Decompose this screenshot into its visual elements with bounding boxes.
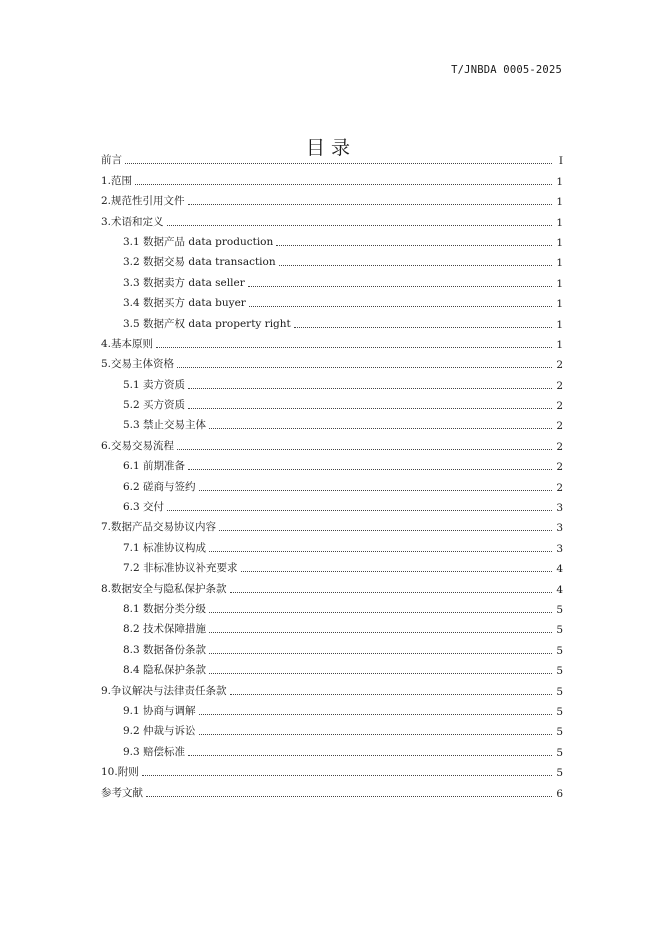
dot-leader bbox=[199, 490, 552, 491]
toc-entry[interactable] bbox=[101, 575, 563, 595]
toc-entry[interactable] bbox=[101, 636, 563, 656]
toc-entry[interactable] bbox=[101, 718, 563, 738]
dot-leader bbox=[230, 592, 552, 593]
toc-entry-page-number: 1 bbox=[556, 298, 563, 311]
toc-entry[interactable] bbox=[101, 351, 563, 371]
toc-entry-page-number: 5 bbox=[556, 746, 563, 759]
toc-entry-page-number: 1 bbox=[556, 277, 563, 290]
dot-leader bbox=[219, 530, 552, 531]
toc-entry-label: 1.范围 bbox=[101, 174, 133, 187]
toc-entry[interactable] bbox=[101, 657, 563, 677]
toc-entry-label: 9.1 协商与调解 bbox=[123, 704, 196, 717]
dot-leader bbox=[279, 265, 552, 266]
toc-entry-label: 6.3 交付 bbox=[123, 501, 165, 514]
toc-entry-page-number: 3 bbox=[556, 502, 563, 515]
dot-leader bbox=[209, 428, 552, 429]
toc-entry-page-number: 2 bbox=[556, 440, 563, 453]
toc-entry[interactable] bbox=[101, 412, 563, 432]
toc-entry-page-number: 5 bbox=[556, 685, 563, 698]
toc-entry-page-number: 5 bbox=[556, 726, 563, 739]
toc-entry[interactable] bbox=[101, 779, 563, 799]
toc-entry[interactable] bbox=[101, 677, 563, 697]
toc-entry-label: 8.数据安全与隐私保护条款 bbox=[101, 582, 227, 595]
toc-entry-page-number: 6 bbox=[556, 787, 563, 800]
dot-leader bbox=[167, 225, 552, 226]
toc-entry-label: 5.2 买方资质 bbox=[123, 399, 186, 412]
toc-entry-label: 8.1 数据分类分级 bbox=[123, 602, 207, 615]
dot-leader bbox=[209, 632, 552, 633]
toc-entry-page-number: 2 bbox=[556, 420, 563, 433]
toc-entry[interactable] bbox=[101, 514, 563, 534]
toc-entry-label: 3.术语和定义 bbox=[101, 215, 164, 228]
toc-entry-label: 8.4 隐私保护条款 bbox=[123, 664, 207, 677]
toc-entry-label: 10.附则 bbox=[101, 766, 139, 779]
toc-entry-label: 前言 bbox=[101, 154, 122, 167]
toc-entry[interactable] bbox=[101, 331, 563, 351]
toc-entry-label: 3.3 数据卖方 data seller bbox=[123, 276, 245, 289]
toc-entry-page-number: 1 bbox=[556, 338, 563, 351]
toc-entry-page-number: 1 bbox=[556, 236, 563, 249]
toc-entry-label: 6.1 前期准备 bbox=[123, 460, 186, 473]
toc-entry-page-number: 4 bbox=[556, 563, 563, 576]
dot-leader bbox=[241, 571, 552, 572]
toc-entry-page-number: 3 bbox=[556, 542, 563, 555]
toc-entry[interactable] bbox=[101, 188, 563, 208]
toc-entry-page-number: 2 bbox=[556, 379, 563, 392]
toc-entry-label: 3.5 数据产权 data property right bbox=[123, 317, 291, 330]
toc-entry-label: 7.数据产品交易协议内容 bbox=[101, 521, 217, 534]
toc-entry[interactable] bbox=[101, 698, 563, 718]
toc-entry-label: 5.交易主体资格 bbox=[101, 358, 175, 371]
dot-leader bbox=[188, 388, 552, 389]
toc-entry-page-number: 1 bbox=[556, 216, 563, 229]
dot-leader bbox=[276, 245, 552, 246]
toc-entry-label: 4.基本原则 bbox=[101, 337, 154, 350]
table-of-contents bbox=[101, 147, 563, 800]
toc-entry-page-number: 1 bbox=[556, 257, 563, 270]
toc-entry[interactable] bbox=[101, 310, 563, 330]
dot-leader bbox=[209, 653, 552, 654]
toc-entry-page-number: 5 bbox=[556, 665, 563, 678]
dot-leader bbox=[167, 510, 552, 511]
toc-entry[interactable] bbox=[101, 229, 563, 249]
toc-entry[interactable] bbox=[101, 453, 563, 473]
toc-entry-label: 3.2 数据交易 data transaction bbox=[123, 256, 276, 269]
toc-entry-label: 9.2 仲裁与诉讼 bbox=[123, 725, 196, 738]
dot-leader bbox=[199, 714, 552, 715]
toc-entry[interactable] bbox=[101, 473, 563, 493]
toc-entry[interactable] bbox=[101, 555, 563, 575]
toc-entry-label: 6.交易交易流程 bbox=[101, 439, 175, 452]
dot-leader bbox=[209, 612, 552, 613]
dot-leader bbox=[249, 306, 552, 307]
dot-leader bbox=[209, 673, 552, 674]
toc-entry-label: 3.4 数据买方 data buyer bbox=[123, 297, 246, 310]
toc-entry[interactable] bbox=[101, 494, 563, 514]
toc-entry[interactable] bbox=[101, 759, 563, 779]
toc-entry-page-number: 5 bbox=[556, 705, 563, 718]
dot-leader bbox=[248, 286, 552, 287]
toc-entry-label: 9.争议解决与法律责任条款 bbox=[101, 684, 227, 697]
toc-entry-page-number: 4 bbox=[556, 583, 563, 596]
toc-entry-page-number: 2 bbox=[556, 481, 563, 494]
toc-entry[interactable] bbox=[101, 596, 563, 616]
toc-entry[interactable] bbox=[101, 392, 563, 412]
toc-entry[interactable] bbox=[101, 432, 563, 452]
toc-entry[interactable] bbox=[101, 269, 563, 289]
toc-entry[interactable] bbox=[101, 738, 563, 758]
document-code: T/JNBDA 0005-2025 bbox=[451, 64, 562, 76]
toc-entry[interactable] bbox=[101, 208, 563, 228]
page-title: 目录 bbox=[305, 136, 356, 159]
toc-entry-label: 5.1 卖方资质 bbox=[123, 378, 186, 391]
toc-entry[interactable] bbox=[101, 616, 563, 636]
toc-entry[interactable] bbox=[101, 371, 563, 391]
toc-entry-page-number: 5 bbox=[556, 603, 563, 616]
toc-entry-label: 9.3 赔偿标准 bbox=[123, 745, 186, 758]
toc-entry-page-number: 1 bbox=[556, 318, 563, 331]
toc-entry-label: 3.1 数据产品 data production bbox=[123, 235, 274, 248]
toc-entry-page-number: 2 bbox=[556, 461, 563, 474]
toc-entry-page-number: 2 bbox=[556, 400, 563, 413]
dot-leader bbox=[199, 734, 552, 735]
toc-entry[interactable] bbox=[101, 534, 563, 554]
dot-leader bbox=[125, 163, 552, 164]
dot-leader bbox=[188, 469, 552, 470]
dot-leader bbox=[177, 449, 552, 450]
toc-entry[interactable] bbox=[101, 167, 563, 187]
toc-entry-page-number: 5 bbox=[556, 767, 563, 780]
toc-entry-label: 8.2 技术保障措施 bbox=[123, 623, 207, 636]
dot-leader bbox=[209, 551, 552, 552]
dot-leader bbox=[188, 204, 552, 205]
dot-leader bbox=[188, 408, 552, 409]
toc-entry[interactable] bbox=[101, 147, 563, 167]
dot-leader bbox=[294, 327, 552, 328]
toc-entry-page-number: 1 bbox=[556, 196, 563, 209]
toc-entry-label: 5.3 禁止交易主体 bbox=[123, 419, 207, 432]
toc-entry-label: 7.1 标准协议构成 bbox=[123, 541, 207, 554]
toc-entry-label: 参考文献 bbox=[101, 786, 143, 799]
dot-leader bbox=[177, 367, 552, 368]
dot-leader bbox=[230, 694, 552, 695]
dot-leader bbox=[188, 755, 552, 756]
toc-entry-label: 7.2 非标准协议补充要求 bbox=[123, 562, 238, 575]
toc-entry[interactable] bbox=[101, 290, 563, 310]
dot-leader bbox=[142, 775, 552, 776]
toc-entry-page-number: 1 bbox=[556, 175, 563, 188]
dot-leader bbox=[135, 184, 552, 185]
toc-entry[interactable] bbox=[101, 249, 563, 269]
toc-entry-page-number: 5 bbox=[556, 624, 563, 637]
toc-entry-page-number: 2 bbox=[556, 359, 563, 372]
toc-entry-label: 8.3 数据备份条款 bbox=[123, 643, 207, 656]
toc-entry-page-number: Ⅰ bbox=[558, 155, 563, 168]
dot-leader bbox=[156, 347, 552, 348]
dot-leader bbox=[146, 796, 552, 797]
toc-entry-page-number: 3 bbox=[556, 522, 563, 535]
toc-entry-label: 6.2 磋商与签约 bbox=[123, 480, 196, 493]
toc-entry-page-number: 5 bbox=[556, 644, 563, 657]
toc-entry-label: 2.规范性引用文件 bbox=[101, 195, 185, 208]
